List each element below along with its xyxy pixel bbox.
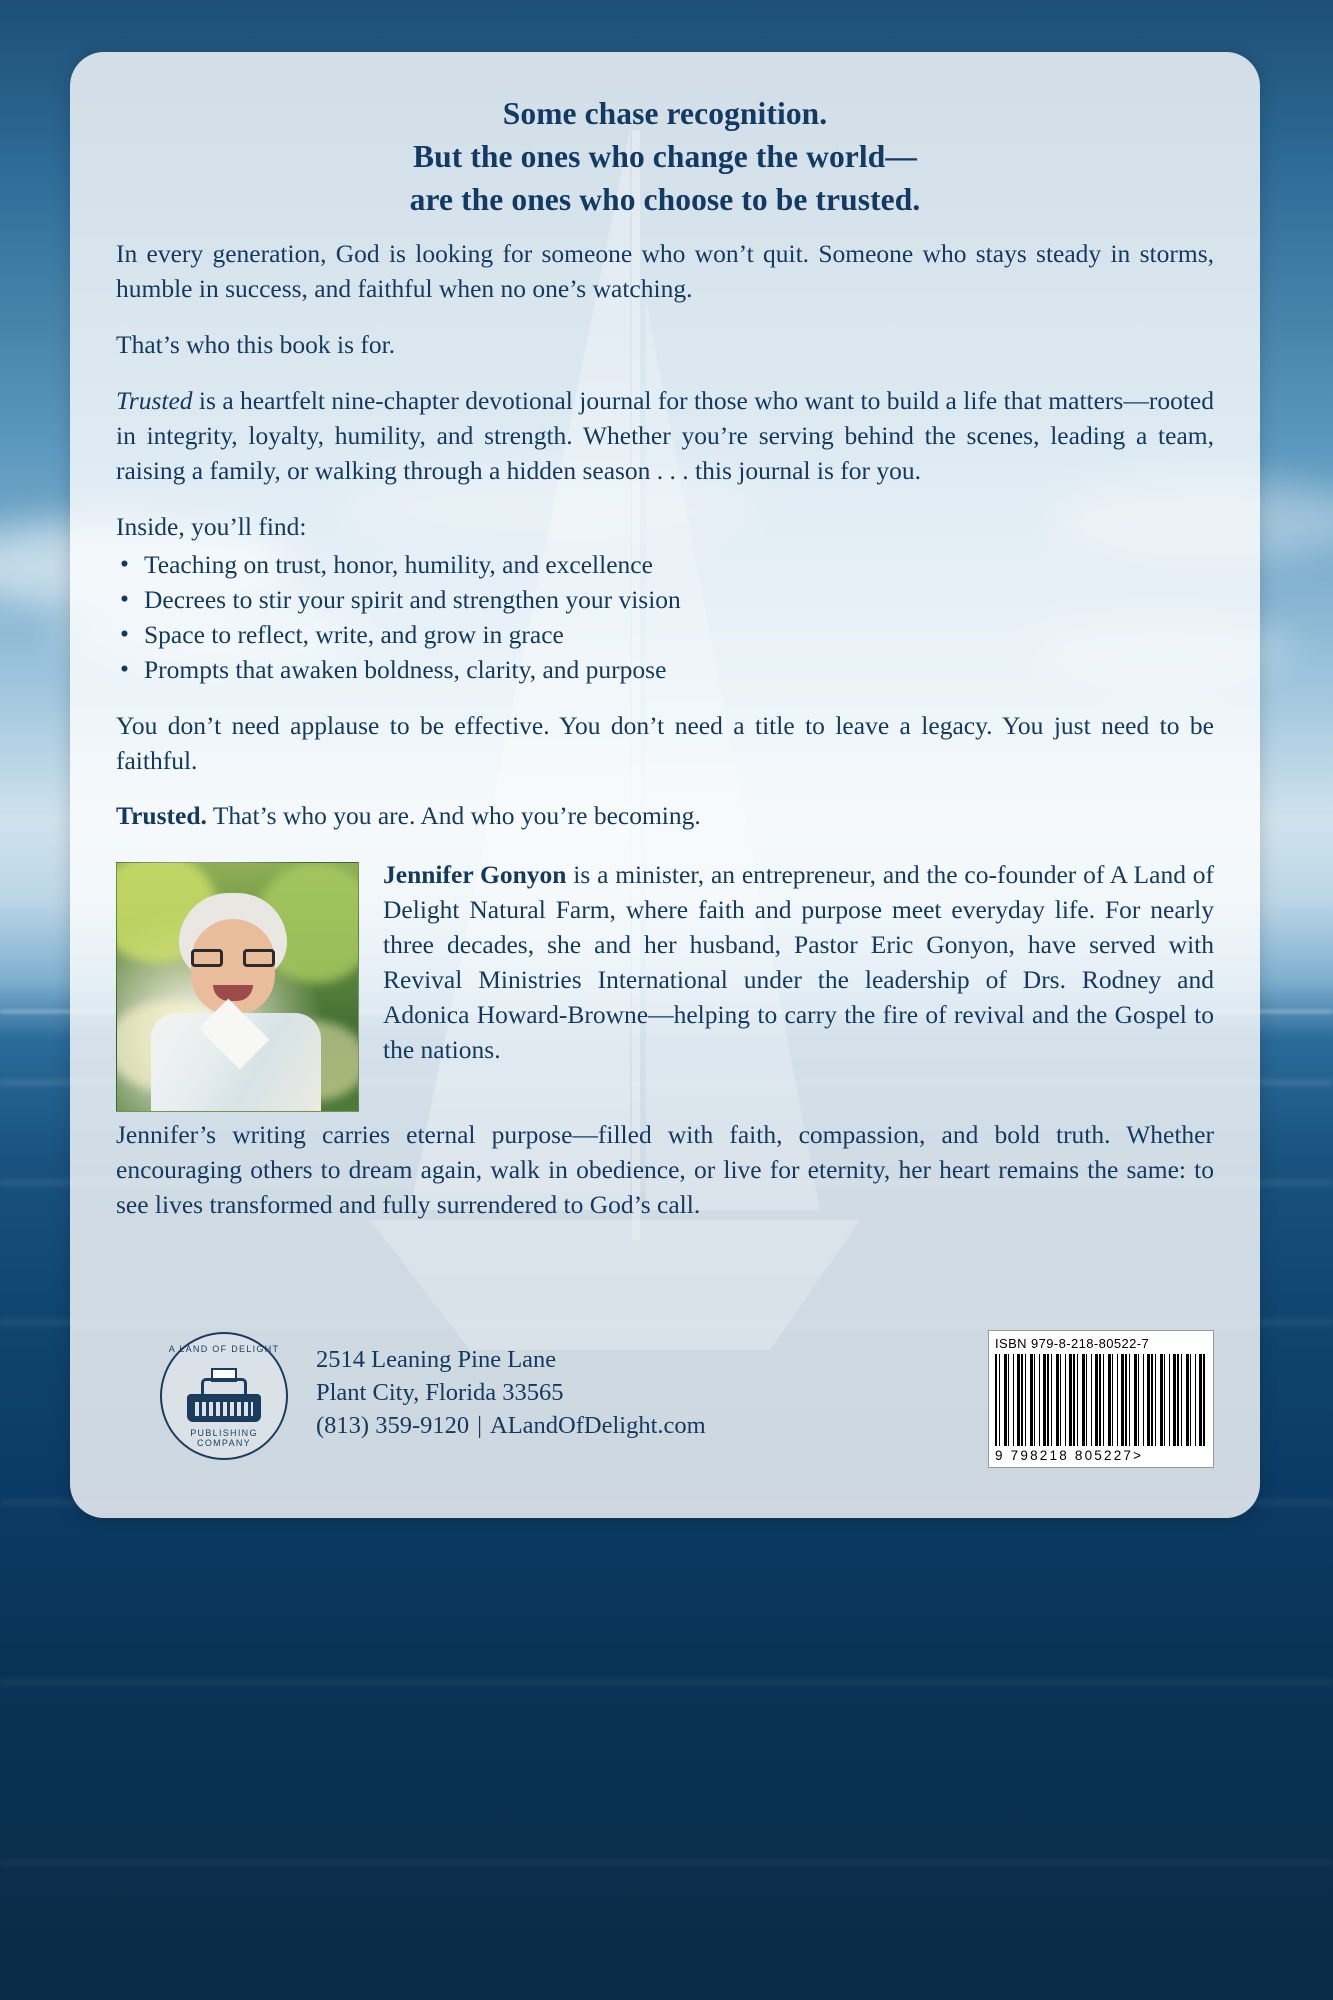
water-highlight xyxy=(0,1860,1333,1865)
closing-text: That’s who you are. And who you’re becoming. xyxy=(206,801,701,831)
separator: | xyxy=(477,1411,483,1439)
author-section xyxy=(116,858,1214,1068)
headline-line-2: But the ones who change the world— xyxy=(413,139,917,175)
eyeglasses-icon xyxy=(191,949,275,969)
author-photo xyxy=(116,862,359,1112)
list-item: • Space to reflect, write, and grow in grace xyxy=(116,617,1214,652)
list-item: • Prompts that awaken boldness, clarity, and purpose xyxy=(116,652,1214,687)
headline-line-3: are the ones who choose to be trusted. xyxy=(409,182,921,218)
barcode-bars xyxy=(995,1354,1207,1446)
author-bio-text: is a minister, an entrepreneur, and the co-founder of A Land of Delight Natural Farm, where faith and purpose meet everyday life. For nearly three decades, she and her husband, Pastor Eric Gonyon, have served with Revival Ministries International under the leadership of Drs. Rodney and Adonica Howard-Browne—helping to carry the fire of revival and the Gospel to the nations. xyxy=(383,860,1214,1064)
book-title-inline: Trusted xyxy=(116,386,193,416)
feature-list xyxy=(116,547,1214,688)
barcode-end-mark: > xyxy=(1133,1448,1144,1463)
headline-line-1: Some chase recognition. xyxy=(502,96,828,131)
book-description-text: is a heartfelt nine-chapter devotional journal for those who want to build a life that matters—rooted in integrity, loyalty, humility, and strength. Whether you’re serving behind the scenes, leading a team, raising a family, or walking through a hidden season . . . this journal is for you. xyxy=(116,386,1214,486)
isbn-barcode xyxy=(988,1330,1214,1468)
paragraph-encouragement: You don’t need applause to be effective. You don’t need a title to leave a legacy. You just need to be faithful. xyxy=(116,710,1214,775)
logo-top-text: A LAND OF DELIGHT xyxy=(168,1344,280,1354)
isbn-text xyxy=(995,1336,1207,1351)
website-link[interactable]: ALandOfDelight.com xyxy=(490,1411,706,1439)
address-line-2: Plant City, Florida 33565 xyxy=(316,1378,564,1406)
paragraph-closing xyxy=(116,799,1214,834)
text-panel xyxy=(70,52,1260,1518)
headline xyxy=(116,92,1214,221)
typewriter-icon xyxy=(187,1370,261,1422)
inside-label: Inside, you’ll find: xyxy=(116,511,307,541)
logo-bottom-text: PUBLISHING COMPANY xyxy=(190,1428,258,1448)
paragraph-intro: In every generation, God is looking for someone who won’t quit. Someone who stays steady in storms, humble in success, and faithful when no one’s watching. xyxy=(116,239,1214,304)
barcode-number: 9 798218 805227 xyxy=(995,1448,1134,1463)
list-item: • Decrees to stir your spirit and strengthen your vision xyxy=(116,582,1214,617)
isbn-number: 979-8-218-80522-7 xyxy=(1030,1336,1150,1351)
publisher-logo xyxy=(160,1332,288,1460)
paragraph-description xyxy=(116,384,1214,489)
list-item: • Teaching on trust, honor, humility, and excellence xyxy=(116,547,1214,582)
phone-number: (813) 359-9120 xyxy=(316,1411,470,1439)
isbn-label: ISBN xyxy=(995,1336,1027,1351)
typewriter-keys xyxy=(195,1402,253,1416)
publisher-address xyxy=(316,1344,706,1442)
author-name: Jennifer Gonyon xyxy=(383,860,567,890)
contact-line xyxy=(316,1410,706,1443)
author-bio-continued: Jennifer’s writing carries eternal purpose—filled with faith, compassion, and bold truth. Whether encouraging others to dream again, walk in obedience, or live for eternity, her heart remains the same: to see lives transformed and fully surrendered to God’s call. xyxy=(116,1120,1214,1220)
water-highlight xyxy=(0,1680,1333,1685)
paragraph-audience: That’s who this book is for. xyxy=(116,330,396,360)
address-line-1: 2514 Leaning Pine Lane xyxy=(316,1346,557,1373)
publisher-footer xyxy=(116,1324,1214,1484)
closing-bold-word: Trusted. xyxy=(116,801,207,831)
barcode-digits xyxy=(995,1448,1207,1463)
